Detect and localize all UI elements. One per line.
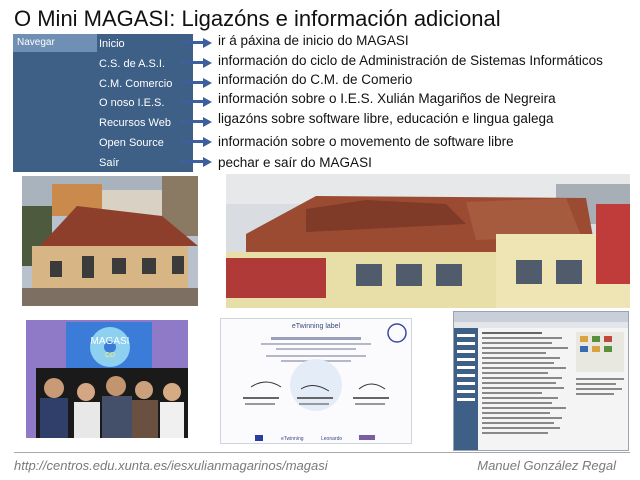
footer-author: Manuel González Regal (477, 458, 616, 473)
arrow-icon (181, 97, 215, 107)
cd-label: MAGASI (90, 336, 130, 347)
desc-csasi: información do ciclo de Administración de Sistemas Informáticos (218, 53, 603, 68)
arrow-icon (181, 58, 215, 68)
nav-item-sair[interactable]: Saír (99, 157, 120, 169)
etwinning-certificate (220, 318, 412, 444)
nav-item-csasi[interactable]: C.S. de A.S.I. (99, 58, 166, 70)
cd-sub-label: CD (104, 352, 116, 359)
website-screenshot (453, 311, 629, 451)
certificate-title: eTwinning label (291, 323, 341, 330)
desc-cmcomercio: información do C.M. de Comerio (218, 72, 413, 87)
nav-item-open-source[interactable]: Open Source (99, 137, 164, 149)
arrow-icon (181, 38, 215, 48)
footer-divider (14, 452, 630, 453)
cd-presentation-photo (26, 320, 188, 438)
nav-item-ies[interactable]: O noso I.E.S. (99, 97, 165, 109)
desc-open-source: información sobre o movemento de software libre (218, 134, 514, 149)
arrow-icon (181, 157, 215, 167)
roof-photo (226, 174, 630, 308)
nav-item-recursos-web[interactable]: Recursos Web (99, 117, 171, 129)
navigation-menu (13, 34, 193, 172)
arrow-icon (181, 78, 215, 88)
footer-url[interactable]: http://centros.edu.xunta.es/iesxulianmagarinos/magasi (14, 458, 328, 473)
arrow-icon (181, 117, 215, 127)
etwinning-logo: eTwinning (281, 436, 304, 442)
school-building-photo (22, 176, 198, 306)
desc-sair: pechar e saír do MAGASI (218, 155, 372, 170)
leonardo-logo: Leonardo (321, 436, 343, 442)
navigation-header: Navegar (13, 34, 97, 52)
nav-item-cmcomercio[interactable]: C.M. Comercio (99, 78, 173, 90)
arrow-icon (181, 137, 215, 147)
page-title: O Mini MAGASI: Ligazóns e información adicional (14, 6, 501, 31)
desc-inicio: ir á páxina de inicio do MAGASI (218, 33, 409, 48)
nav-item-inicio[interactable]: Inicio (99, 38, 125, 50)
desc-ies: información sobre o I.E.S. Xulián Magariños de Negreira (218, 91, 556, 106)
desc-recursos-web: ligazóns sobre software libre, educación e lingua galega (218, 111, 554, 126)
